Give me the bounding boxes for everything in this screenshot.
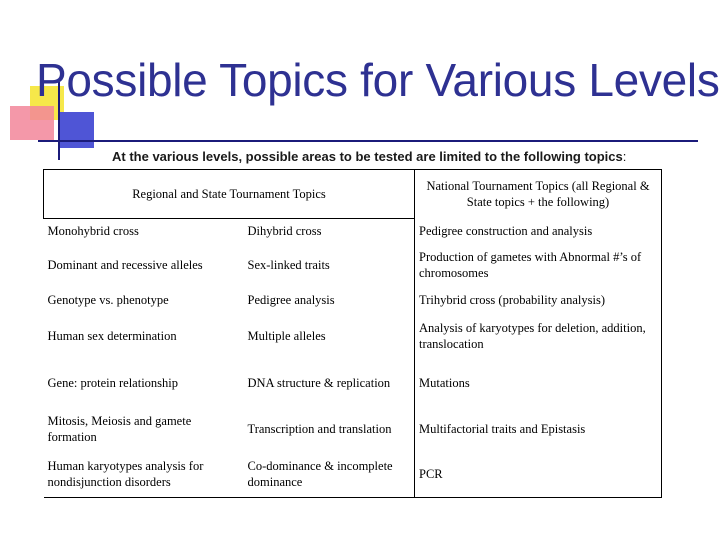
table-cell: Genotype vs. phenotype [47, 292, 169, 307]
table-cell: Pedigree construction and analysis [415, 219, 662, 243]
table-cell: PCR [415, 452, 662, 498]
table-row [44, 219, 662, 243]
table-cell: Production of gametes with Abnormal #’s of chromosomes [415, 243, 662, 288]
table-cell: Dominant and recessive alleles [47, 258, 203, 272]
table-cell: Mitosis, Meiosis and gamete formation [47, 413, 192, 444]
table-cell: Monohybrid cross [47, 223, 139, 238]
table-cell: Multiple alleles [247, 328, 326, 343]
decor-red-square [10, 106, 54, 140]
table-cell: Dihybrid cross [247, 223, 322, 238]
table-cell: Gene: protein relationship [47, 375, 179, 390]
table-cell: Co-dominance & incomplete dominance [244, 452, 415, 498]
decor-blue-square [58, 112, 94, 148]
header-regional-state: Regional and State Tournament Topics [44, 170, 415, 219]
subtitle-colon: : [622, 149, 627, 164]
table-row [44, 243, 662, 288]
slide-title: Possible Topics for Various Levels [36, 54, 720, 106]
table-row [44, 288, 662, 312]
table-cell: Multifactorial traits and Epistasis [415, 406, 662, 452]
table-cell: Sex-linked traits [247, 258, 330, 272]
table-cell: Trihybrid cross (probability analysis) [415, 288, 662, 312]
title-underline [38, 140, 698, 142]
topics-table [43, 169, 662, 498]
table-row [44, 406, 662, 452]
table-cell: Analysis of karyotypes for deletion, addition, translocation [415, 312, 662, 360]
slide-subtitle [112, 149, 712, 164]
table-cell: Transcription and translation [247, 421, 392, 436]
table-row [44, 360, 662, 406]
table-row [44, 452, 662, 498]
table-cell: DNA structure & replication [247, 375, 391, 390]
table-cell: Human sex determination [47, 328, 177, 343]
subtitle-text: At the various levels, possible areas to be tested are limited to the following topics [112, 149, 623, 164]
header-national: National Tournament Topics (all Regional & State topics + the following) [415, 170, 662, 219]
topics-body [44, 219, 662, 498]
table-cell: Mutations [415, 360, 662, 406]
table-row [44, 312, 662, 360]
table-cell: Human karyotypes analysis for nondisjunction disorders [44, 452, 244, 498]
table-cell: Pedigree analysis [247, 292, 335, 307]
